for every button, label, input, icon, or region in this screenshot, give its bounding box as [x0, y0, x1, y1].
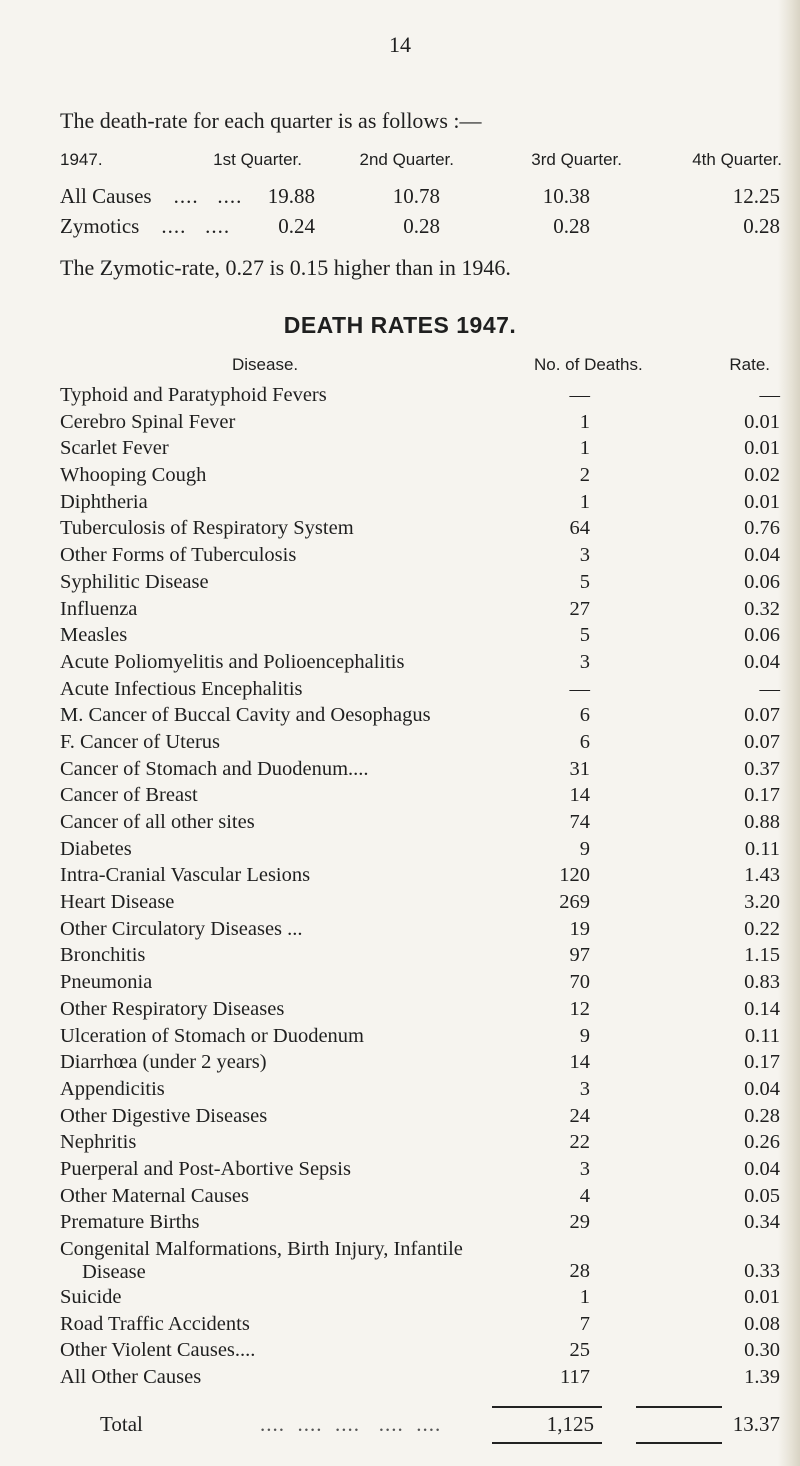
q4-header: 4th Quarter.: [692, 150, 782, 169]
quarterly-row-zymotics: [60, 214, 780, 244]
table-row: [60, 1078, 780, 1105]
rate-value: 0.01: [744, 410, 780, 433]
table-row: [60, 384, 780, 411]
disease-name: [60, 1286, 122, 1309]
disease-name: [60, 1185, 249, 1208]
table-row: [60, 1211, 780, 1238]
rate-value: 0.76: [744, 517, 780, 540]
deaths-value: 12: [569, 997, 590, 1020]
disease-name: [60, 704, 431, 727]
deaths-value: 3: [579, 650, 590, 673]
quarterly-header-row: [60, 150, 780, 184]
table-row: [60, 517, 780, 544]
row-label: All Causes: [60, 184, 152, 208]
disease-name-line: Nephritis: [60, 1131, 137, 1154]
disease-name-line: Diphtheria: [60, 490, 148, 513]
deaths-value: 6: [579, 704, 590, 727]
rate-value: 0.11: [744, 837, 780, 860]
disease-name: [60, 971, 152, 994]
deaths-value: 2: [579, 464, 590, 487]
total-underline-rate: [636, 1442, 722, 1444]
disease-name-line: Other Digestive Diseases: [60, 1104, 268, 1127]
q3-header: 3rd Quarter.: [531, 150, 622, 169]
rate-value: 0.05: [744, 1184, 780, 1207]
table-row: [60, 598, 780, 625]
table-row: [60, 571, 780, 598]
disease-name: [60, 998, 284, 1021]
deaths-value: 120: [559, 864, 590, 887]
disease-name-line: Bronchitis: [60, 944, 146, 967]
rate-value: 0.83: [744, 971, 780, 994]
rate-value: 0.30: [744, 1339, 780, 1362]
rate-value: 0.22: [744, 917, 780, 940]
table-row: [60, 1313, 780, 1340]
rate-value: 0.37: [744, 757, 780, 780]
rate-value: 0.14: [744, 997, 780, 1020]
deaths-value: 29: [569, 1211, 590, 1234]
table-row: [60, 758, 780, 785]
table-row: [60, 464, 780, 491]
deaths-value: 14: [569, 1051, 590, 1074]
table-row: [60, 918, 780, 945]
disease-name-line: Measles: [60, 624, 128, 647]
year-header: 1947.: [60, 150, 103, 169]
table-row: [60, 411, 780, 438]
rate-value: 0.01: [744, 1286, 780, 1308]
deaths-value: 74: [569, 811, 590, 833]
rate-value: 0.04: [744, 650, 780, 673]
disease-name-line: Syphilitic Disease: [60, 570, 209, 593]
deaths-value: 25: [569, 1339, 590, 1362]
disease-name: [60, 1158, 351, 1181]
total-deaths: 1,125: [546, 1412, 594, 1436]
disease-name-line: Congenital Malformations, Birth Injury, Infantile: [60, 1238, 463, 1260]
disease-name: [60, 678, 303, 701]
deaths-value: 19: [569, 917, 590, 940]
rate-value: 0.06: [744, 624, 780, 647]
table-row: [60, 1051, 780, 1078]
table-row: [60, 1131, 780, 1158]
deaths-column-header: No. of Deaths.: [534, 355, 643, 374]
disease-name: [60, 891, 174, 914]
disease-name-line: Other Maternal Causes: [60, 1184, 249, 1207]
q2-value: 0.28: [403, 214, 440, 238]
disease-name: [60, 731, 220, 754]
intro-text: The death-rate for each quarter is as follows :—: [60, 108, 482, 133]
quarterly-row-all-causes: [60, 184, 780, 214]
disease-name: [60, 1051, 267, 1074]
zymotic-rate-note: The Zymotic-rate, 0.27 is 0.15 higher than in 1946.: [60, 255, 511, 280]
q2-value: 10.78: [392, 184, 440, 208]
table-row: [60, 1238, 780, 1286]
disease-name-line: F. Cancer of Uterus: [60, 730, 221, 753]
rate-value: —: [759, 384, 780, 406]
q3-value: 10.38: [542, 184, 590, 208]
disease-name: [60, 464, 206, 487]
table-row: [60, 1158, 780, 1185]
rate-value: 0.01: [744, 437, 780, 460]
disease-name: [60, 758, 369, 781]
deaths-value: 9: [579, 837, 590, 860]
deaths-value: —: [569, 677, 590, 700]
table-row: [60, 624, 780, 651]
total-rule-rate: [636, 1406, 722, 1408]
rate-value: 0.01: [744, 490, 780, 513]
table-row: [60, 971, 780, 998]
q4-value: 12.25: [732, 184, 780, 208]
rate-value: 0.17: [744, 1051, 780, 1074]
disease-name-line: Typhoid and Paratyphoid Fevers: [60, 384, 327, 406]
table-row: [60, 544, 780, 571]
q3-value: 0.28: [553, 214, 590, 238]
disease-name-line: Scarlet Fever: [60, 437, 169, 460]
disease-name-line: Puerperal and Post-Abortive Sepsis: [60, 1157, 351, 1180]
disease-name: [60, 1078, 165, 1101]
table-row: [60, 1185, 780, 1212]
disease-name: [60, 944, 145, 967]
deaths-value: 27: [569, 597, 590, 620]
table-row: [60, 651, 780, 678]
disease-name-line: Cancer of Stomach and Duodenum....: [60, 757, 369, 780]
rate-value: 1.43: [744, 864, 780, 887]
rate-value: 0.06: [744, 570, 780, 593]
deaths-value: 31: [569, 757, 590, 780]
rate-value: 0.04: [744, 1077, 780, 1100]
disease-name-line: Heart Disease: [60, 891, 175, 914]
table-row: [60, 731, 780, 758]
rate-value: 0.11: [744, 1024, 780, 1047]
disease-name-line: Whooping Cough: [60, 464, 207, 487]
deaths-value: 1: [579, 490, 590, 513]
deaths-value: 97: [569, 944, 590, 967]
q1-value: 0.24: [278, 214, 315, 238]
table-row: [60, 1339, 780, 1366]
disease-name-line: Ulceration of Stomach or Duodenum: [60, 1024, 365, 1047]
deaths-value: 5: [579, 570, 590, 593]
disease-name-line: Tuberculosis of Respiratory System: [60, 517, 354, 540]
disease-name-line: Diarrhœa (under 2 years): [60, 1051, 267, 1074]
disease-name: [60, 1313, 250, 1336]
deaths-value: 3: [579, 1077, 590, 1100]
disease-name-line-2: Disease: [82, 1261, 146, 1283]
disease-name: [60, 1339, 255, 1362]
disease-name: [60, 437, 169, 460]
rate-value: 0.34: [744, 1211, 780, 1234]
deaths-value: 70: [569, 971, 590, 994]
deaths-value: 28: [569, 1260, 590, 1282]
table-row: [60, 437, 780, 464]
disease-name-line: Road Traffic Accidents: [60, 1312, 250, 1335]
disease-name: [60, 571, 209, 594]
table-row: [60, 944, 780, 971]
disease-name: [60, 411, 235, 434]
disease-name-line: Cerebro Spinal Fever: [60, 410, 236, 433]
rate-value: 1.15: [744, 944, 780, 967]
quarterly-death-rate-table: [60, 150, 780, 244]
table-row: [60, 1025, 780, 1052]
deaths-value: 6: [579, 730, 590, 753]
deaths-value: 14: [569, 784, 590, 807]
total-rule-deaths: [492, 1406, 602, 1408]
disease-name-line: Other Forms of Tuberculosis: [60, 544, 297, 567]
rate-value: 0.28: [744, 1104, 780, 1127]
rate-value: 0.33: [744, 1260, 780, 1282]
table-title: DEATH RATES 1947.: [283, 312, 517, 338]
table-row: [60, 864, 780, 891]
rate-value: 0.17: [744, 784, 780, 807]
q2-header: 2nd Quarter.: [359, 150, 454, 169]
table-row: [60, 678, 780, 705]
q1-header: 1st Quarter.: [213, 150, 302, 169]
deaths-value: 1: [579, 437, 590, 460]
deaths-value: 24: [569, 1104, 590, 1127]
row-label: Zymotics: [60, 214, 140, 238]
deaths-value: 3: [579, 1157, 590, 1180]
disease-name-line: Influenza: [60, 597, 138, 620]
table-row: [60, 784, 780, 811]
disease-name-line: Cancer of Breast: [60, 784, 198, 807]
disease-name: [60, 864, 310, 887]
deaths-value: 64: [569, 517, 590, 540]
disease-name-line: Premature Births: [60, 1211, 200, 1234]
deaths-value: 9: [579, 1024, 590, 1047]
rate-value: 0.04: [744, 1157, 780, 1180]
disease-name: [60, 1105, 267, 1128]
disease-name-line: Diabetes: [60, 837, 132, 860]
disease-name: [60, 1238, 463, 1284]
table-row: [60, 1286, 780, 1313]
disease-name-line: Other Respiratory Diseases: [60, 997, 285, 1020]
table-row: [60, 891, 780, 918]
disease-name: [60, 1131, 136, 1154]
deaths-value: 3: [579, 544, 590, 567]
disease-name-line: All Other Causes: [60, 1366, 202, 1389]
disease-name: [60, 1366, 201, 1389]
page-number: 14: [389, 32, 411, 57]
rate-value: —: [759, 677, 780, 700]
q1-value: 19.88: [267, 184, 315, 208]
leader-dots: .... .... .... .... ....: [260, 1412, 442, 1436]
q4-value: 0.28: [743, 214, 780, 238]
disease-name-line: Other Circulatory Diseases ...: [60, 917, 303, 940]
death-rates-table: [60, 384, 780, 1393]
page-edge-shadow: [778, 0, 800, 1466]
table-row: [60, 1105, 780, 1132]
rate-value: 0.08: [744, 1312, 780, 1335]
leader-dots: .... ....: [161, 214, 231, 238]
leader-dots: .... ....: [173, 184, 243, 208]
deaths-value: 4: [579, 1184, 590, 1207]
rate-value: 0.04: [744, 544, 780, 567]
disease-name: [60, 811, 255, 834]
total-underline-deaths: [492, 1442, 602, 1444]
disease-name-line: Intra-Cranial Vascular Lesions: [60, 864, 311, 887]
deaths-value: 1: [579, 410, 590, 433]
table-row: [60, 838, 780, 865]
rate-value: 0.07: [744, 730, 780, 753]
rate-value: 0.07: [744, 704, 780, 727]
rate-value: 3.20: [744, 891, 780, 914]
deaths-value: 117: [560, 1366, 590, 1389]
table-row: [60, 811, 780, 838]
disease-name: [60, 491, 148, 514]
deaths-value: 7: [579, 1312, 590, 1335]
rate-value: 1.39: [744, 1366, 780, 1389]
disease-column-header: Disease.: [232, 355, 299, 374]
disease-name-line: Acute Infectious Encephalitis: [60, 677, 303, 700]
death-rates-column-headers: [60, 355, 780, 381]
rate-value: 0.88: [744, 811, 780, 833]
deaths-value: 269: [559, 891, 590, 914]
rate-value: 0.26: [744, 1131, 780, 1154]
table-row: [60, 998, 780, 1025]
total-row: [60, 1412, 780, 1438]
deaths-value: —: [569, 384, 590, 406]
disease-name: [60, 598, 137, 621]
deaths-value: 22: [569, 1131, 590, 1154]
table-row: [60, 704, 780, 731]
table-row: [60, 1366, 780, 1393]
deaths-value: 5: [579, 624, 590, 647]
total-rate: 13.37: [732, 1412, 780, 1436]
table-row: [60, 491, 780, 518]
disease-name: [60, 838, 132, 861]
disease-name-line: Acute Poliomyelitis and Polioencephalitis: [60, 650, 405, 673]
disease-name: [60, 1211, 200, 1234]
total-label: Total: [100, 1412, 143, 1436]
disease-name: [60, 624, 127, 647]
disease-name: [60, 517, 354, 540]
rate-value: 0.32: [744, 597, 780, 620]
disease-name-line: Pneumonia: [60, 971, 153, 994]
disease-name: [60, 651, 404, 674]
disease-name: [60, 784, 198, 807]
disease-name-line: Suicide: [60, 1286, 122, 1308]
disease-name-line: Cancer of all other sites: [60, 811, 255, 833]
disease-name-line: Appendicitis: [60, 1077, 165, 1100]
disease-name: [60, 384, 327, 407]
disease-name: [60, 1025, 364, 1048]
disease-name: [60, 544, 296, 567]
rate-value: 0.02: [744, 464, 780, 487]
deaths-value: 1: [579, 1286, 590, 1308]
disease-name-line: Other Violent Causes....: [60, 1339, 256, 1362]
disease-name: [60, 918, 303, 941]
disease-name-line: M. Cancer of Buccal Cavity and Oesophagus: [60, 704, 431, 727]
rate-column-header: Rate.: [729, 355, 770, 374]
